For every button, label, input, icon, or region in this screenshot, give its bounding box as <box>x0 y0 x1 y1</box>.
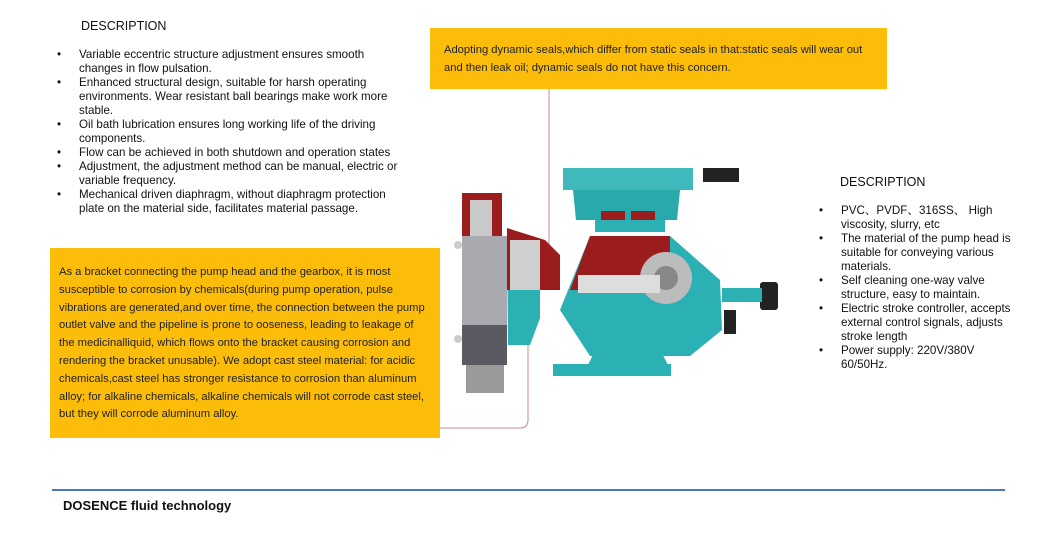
list-item: • Flow can be achieved in both shutdown and operation states <box>57 146 402 160</box>
motor-flange <box>573 190 680 220</box>
cable-gland <box>703 168 739 182</box>
spring <box>578 275 660 293</box>
list-item: • PVC、PVDF、316SS、 High viscosity, slurry, etc <box>819 204 1017 232</box>
list-item: • Adjustment, the adjustment method can be manual, electric or variable frequency. <box>57 160 402 188</box>
list-item: • Self cleaning one-way valve structure, easy to maintain. <box>819 274 1017 302</box>
list-item: • Power supply: 220V/380V 60/50Hz. <box>819 344 1017 372</box>
bracket-material-callout: As a bracket connecting the pump head and the gearbox, it is most susceptible to corrosion by chemicals(during pump operation, pulse vibrations are generated,and over time, the connection between the pump outlet valve and the pipeline is prone to ooseness, leading to leakage of the medicinalliquid, which flows onto the bracket causing corrosion and rendering the bracket unusable). We adopt cast steel material: for acidic chemicals,cast steel has stronger resistance to corrosion than aluminum alloy; for alkaline chemicals, alkaline chemicals will not corrode cast steel, but they will corrode aluminum alloy. <box>50 248 440 438</box>
list-item: • Mechanical driven diaphragm, without diaphragm protection plate on the material side, facilitates material passage. <box>57 188 402 216</box>
list-item: • Oil bath lubrication ensures long working life of the driving components. <box>57 118 402 146</box>
list-item: • Variable eccentric structure adjustment ensures smooth changes in flow pulsation. <box>57 48 402 76</box>
list-item: • The material of the pump head is suitable for conveying various materials. <box>819 232 1017 274</box>
motor-cap <box>563 168 693 190</box>
right-description-heading: DESCRIPTION <box>840 175 926 189</box>
footer-brand: DOSENCE fluid technology <box>63 498 232 513</box>
list-item: • Enhanced structural design, suitable for harsh operating environments. Wear resistant ball bearings make work more stable. <box>57 76 402 118</box>
inlet-thread <box>466 365 504 393</box>
dynamic-seal-callout: Adopting dynamic seals,which differ from static seals in that:static seals will wear out and then leak oil; dynamic seals do not have this concern. <box>430 28 887 89</box>
stroke-knob <box>760 282 778 310</box>
pump-base <box>588 340 668 365</box>
list-item: • Electric stroke controller, accepts external control signals, adjusts stroke length <box>819 302 1017 344</box>
footer-divider <box>52 489 1005 491</box>
left-description-heading: DESCRIPTION <box>81 19 167 33</box>
